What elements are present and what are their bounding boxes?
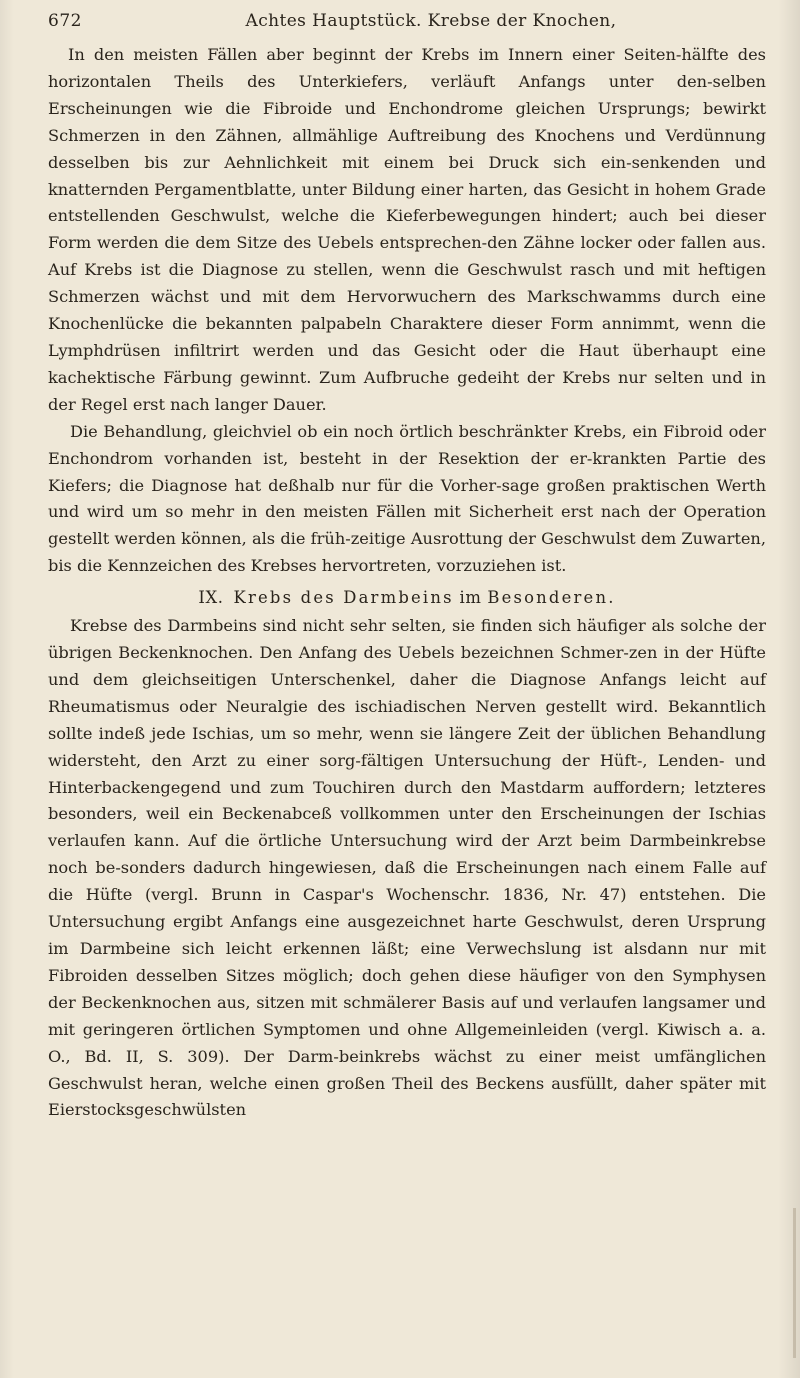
running-head: Achtes Hauptstück. Krebse der Knochen,: [245, 11, 617, 31]
page-header: [48, 10, 766, 36]
section-number: IX.: [198, 588, 224, 608]
page-number: 672: [48, 11, 82, 31]
section-title-part-3: Besonderen.: [487, 588, 616, 608]
section-title-part-1: Krebs des Darmbeins: [233, 588, 454, 608]
paragraph-3: Krebse des Darmbeins sind nicht sehr selten, sie finden sich häufiger als solche der übrigen Beckenknochen. Den Anfang des Uebels bezeichnen Schmer-zen in der Hüfte und dem gleichseitigen Unterschenkel, daher die Diagnose Anfangs leicht auf Rheumatismus oder Neuralgie des ischiadischen Nerven gestellt wird. Bekanntlich sollte indeß jede Ischias, um so mehr, wenn sie längere Zeit der üblichen Behandlung widersteht, den Arzt zu einer sorg-fältigen Untersuchung der Hüft-, Lenden- und Hinterbackengegend und zum Touchiren durch den Mastdarm auffordern; letzteres besonders, weil ein Beckenabceß vollkommen unter den Erscheinungen der Ischias verlaufen kann. Auf die örtliche Untersuchung wird der Arzt beim Darmbeinkrebse noch be-sonders dadurch hingewiesen, daß die Erscheinungen nach einem Falle auf die Hüfte (vergl. Brunn in Caspar's Wochenschr. 1836, Nr. 47) entstehen. Die Untersuchung ergibt Anfangs eine ausgezeichnet harte Geschwulst, deren Ursprung im Darmbeine sich leicht erkennen läßt; eine Verwechslung ist alsdann nur mit Fibroiden desselben Sitzes möglich; doch gehen diese häufiger von den Symphysen der Beckenknochen aus, sitzen mit schmälerer Basis auf und verlaufen langsamer und mit geringeren örtlichen Symptomen und ohne Allgemeinleiden (vergl. Kiwisch a. a. O., Bd. II, S. 309). Der Darm-beinkrebs wächst zu einer meist umfänglichen Geschwulst heran, welche einen großen Theil des Beckens ausfüllt, daher später mit Eierstocksgeschwülsten: [48, 616, 766, 1120]
paragraph-1: In den meisten Fällen aber beginnt der Krebs im Innern einer Seiten-hälfte des horizontalen Theils des Unterkiefers, verläuft Anfangs unter den-selben Erscheinungen wie die Fibroide und Enchondrome gleichen Ursprungs; bewirkt Schmerzen in den Zähnen, allmählige Auftreibung des Knochens und Verdünnung desselben bis zur Aehnlichkeit mit einem bei Druck sich ein-senkenden und knatternden Pergamentblatte, unter Bildung einer harten, das Gesicht in hohem Grade entstellenden Geschwulst, welche die Kieferbewegungen hindert; auch bei dieser Form werden die dem Sitze des Uebels entsprechen-den Zähne locker oder fallen aus. Auf Krebs ist die Diagnose zu stellen, wenn die Geschwulst rasch und mit heftigen Schmerzen wächst und mit dem Hervorwuchern des Markschwamms durch eine Knochenlücke die bekannten palpabeln Charaktere dieser Form annimmt, wenn die Lymphdrüsen infiltrirt werden und das Gesicht oder die Haut überhaupt eine kachektische Färbung gewinnt. Zum Aufbruche gedeiht der Krebs nur selten und in der Regel erst nach langer Dauer.: [48, 45, 766, 414]
body-text: [48, 42, 766, 1124]
section-heading: [48, 584, 766, 611]
paragraph-2: Die Behandlung, gleichviel ob ein noch örtlich beschränkter Krebs, ein Fibroid oder Enchondrom vorhanden ist, besteht in der Resektion der er-krankten Partie des Kiefers; die Diagnose hat deßhalb nur für die Vorher-sage großen praktischen Werth und wird um so mehr in den meisten Fällen mit Sicherheit erst nach der Operation gestellt werden können, als die früh-zeitige Ausrottung der Geschwulst dem Zuwarten, bis die Kennzeichen des Krebses hervortreten, vorzuziehen ist.: [48, 421, 766, 576]
page-edge-shadow: [793, 1208, 796, 1358]
section-title-part-2: im: [453, 588, 488, 608]
